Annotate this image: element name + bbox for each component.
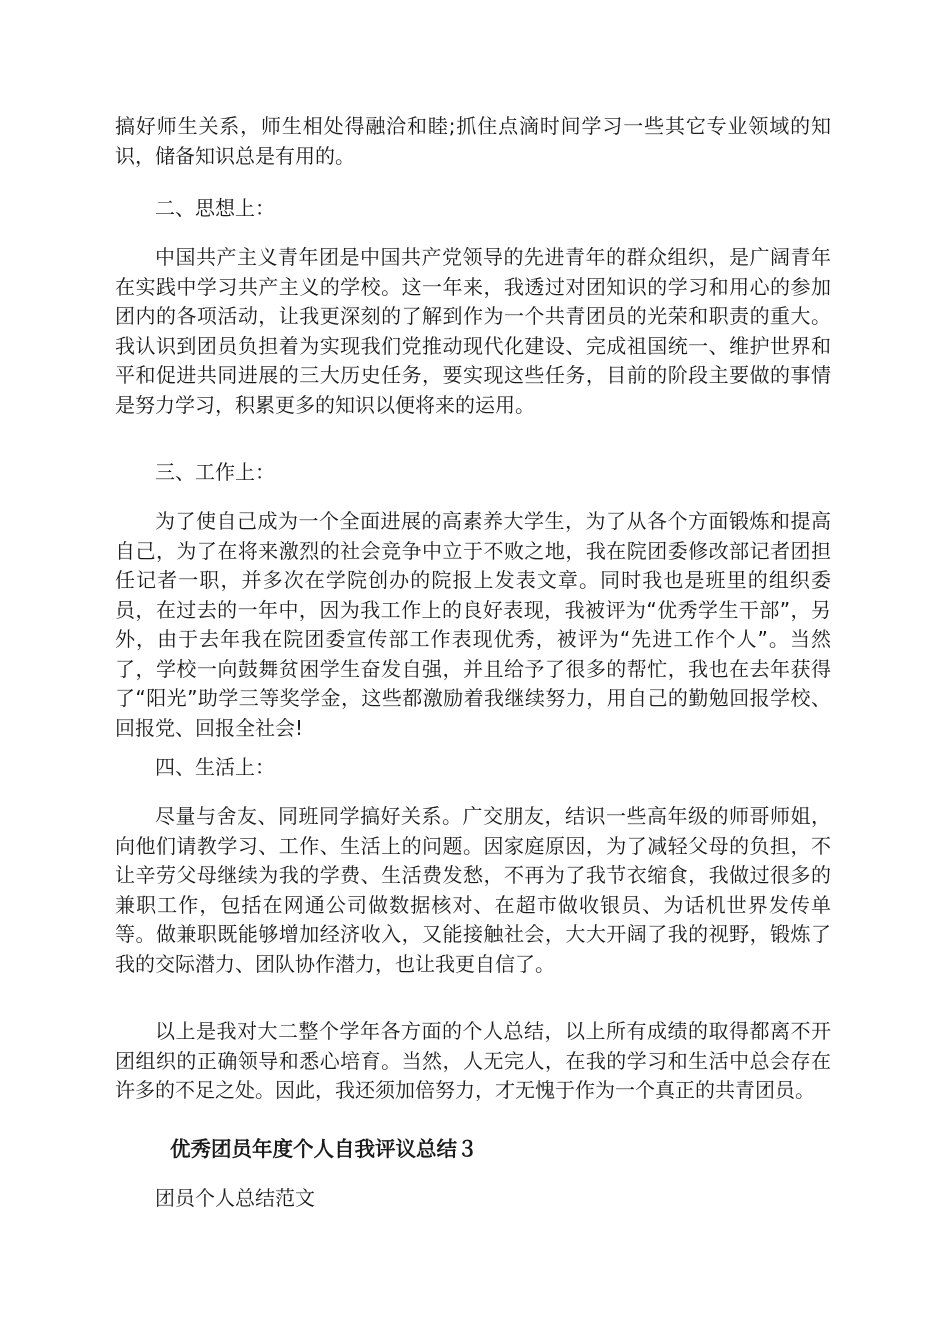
heading-life: 四、生活上： xyxy=(155,755,275,779)
document-subtitle: 团员个人总结范文 xyxy=(155,1186,315,1210)
paragraph-conclusion: 以上是我对大二整个学年各方面的个人总结，以上所有成绩的取得都离不开团组织的正确领导和悉心培育。当然，人无完人，在我的学习和生活中总会存在许多的不足之处。因此，我还须加倍努力，才无愧于作为一个真正的共青团员。 xyxy=(115,1019,831,1102)
paragraph-life: 尽量与舍友、同班同学搞好关系。广交朋友，结识一些高年级的师哥师姐，向他们请教学习、工作、生活上的问题。因家庭原因，为了减轻父母的负担，不让辛劳父母继续为我的学费、生活费发愁，不再为了我节衣缩食，我做过很多的兼职工作，包括在网通公司做数据核对、在超市做收银员、为话机世界发传单等。做兼职既能够增加经济收入，又能接触社会，大大开阔了我的视野，锻炼了我的交际潜力、团队协作潜力，也让我更自信了。 xyxy=(115,804,831,976)
heading-work: 三、工作上： xyxy=(155,460,275,484)
paragraph-work: 为了使自己成为一个全面进展的高素养大学生，为了从各个方面锻炼和提高自己，为了在将来激烈的社会竞争中立于不败之地，我在院团委修改部记者团担任记者一职，并多次在学院创办的院报上发表文章。同时我也是班里的组织委员，在过去的一年中，因为我工作上的良好表现，我被评为“优秀学生干部”，另外，由于去年我在院团委宣传部工作表现优秀，被评为“先进工作个人”。当然了，学校一向鼓舞贫困学生奋发自强，并且给予了很多的帮忙，我也在去年获得了“阳光”助学三等奖学金，这些都激励着我继续努力，用自己的勤勉回报学校、回报党、回报全社会! xyxy=(115,509,831,740)
document-title: 优秀团员年度个人自我评议总结３ xyxy=(170,1137,478,1161)
heading-thought: 二、思想上： xyxy=(155,196,275,220)
paragraph-intro: 搞好师生关系，师生相处得融洽和睦;抓住点滴时间学习一些其它专业领域的知识，储备知识总是有用的。 xyxy=(115,114,831,168)
paragraph-thought: 中国共产主义青年团是中国共产党领导的先进青年的群众组织，是广阔青年在实践中学习共产主义的学校。这一年来，我透过对团知识的学习和用心的参加团内的各项活动，让我更深刻的了解到作为一个共青团员的光荣和职责的重大。我认识到团员负担着为实现我们党推动现代化建设、完成祖国统一、维护世界和平和促进共同进展的三大历史任务，要实现这些任务，目前的阶段主要做的事情是努力学习，积累更多的知识以便将来的运用。 xyxy=(115,245,831,417)
